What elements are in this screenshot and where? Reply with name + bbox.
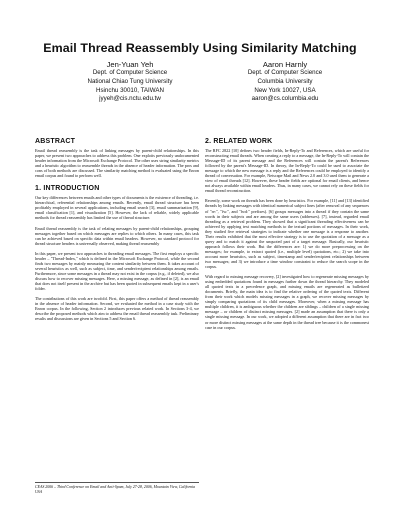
related-work-heading: 2. RELATED WORK xyxy=(205,138,273,145)
paper-title: Email Thread Reassembly Using Similarity Matching xyxy=(43,41,357,55)
left-column xyxy=(35,137,199,326)
conference-footnote: CEAS 2006 – Third Conference on Email and Anti-Spam, July 27-28, 2006, Mountain View, California USA xyxy=(35,482,199,495)
author-block-2 xyxy=(200,60,370,104)
intro-paragraph-3: In this paper, we present two approaches to threading email messages. The first employs a specific header – "Thread-Index," which is defined in the Microsoft Exchange Protocol, while the second finds two messages by mainly measuring the content similarity between them. It takes account of several heuristics as well, such as subject, time, and sender/recipient relationships among emails. Furthermore, since some messages in a thread may not exist in the corpus (e.g., if deleted), we also discuss how to recover missing messages. Here, a missing message, as defined in [2], is an email that does not itself present in the archive but has been quoted in subsequent emails kept in a user's folder. xyxy=(35,250,199,292)
intro-paragraph-1: Our key differences between emails and other types of documents is the existence of threading, i.e. hierarchical, referential relationships among emails. Recently, email thread structure has been profitably employed in several applications, including email search [3], email summarization [9], email classification [1], and visualization [5]. However, the lack of reliable, widely applicable methods for thread reassembly has limited the use of thread structure. xyxy=(35,195,199,221)
author-city: Hsinchu 30010, TAIWAN xyxy=(96,86,164,94)
related-paragraph-2: Recently, some work on threads has been done by heuristics. For example, [11] and [13] identified threads by linking messages with identical numerical subject lines (after removal of any sequences of "re:", "fw:", and "fwd:" prefixes). [6] groups messages into a thread if they contain the same words in their subjects and are among the same users (addresses). [7], instead, regarded email threading as a retrieval problem. They showed that a significant threading effectiveness can be achieved by applying text matching methods to the textual portions of messages. In their work, they studied five retrieval strategies to indicate whether one message is a response to another. Their results exhibited that the most effective strategy is to use the quotation of a message as a query and to match it against the unquoted part of a target message. Basically, our heuristic approach follows their work. But the differences are: 1) we do more preprocessing on the messages; for example, to extract quoted (i.e., multiple level) quotations, etc.; 2) we take into account more heuristics, such as subject, timestamp and sender/recipient relationships between two messages; and 3) we introduce a time window constraint to reduce the search scope in the corpus. xyxy=(205,198,369,270)
abstract-heading: ABSTRACT xyxy=(35,138,76,145)
abstract-paragraph: Email thread reassembly is the task of linking messages by parent-child relationships. In this paper, we present two approaches to address this problem. One exploits previously undocumented header information from the Microsoft Exchange Protocol. The other uses string similarity metrics and a heuristic algorithm to reassemble threads in the absence of header information. The pros and cons of both methods are discussed. The similarity matching method is evaluated using the Enron email corpus and found to perform well. xyxy=(35,148,199,179)
intro-paragraph-4: The contributions of this work are twofold. First, this paper offers a method of thread reassembly in the absence of header information. Second, we evaluated the method in a case study with the Enron corpus. In the following, Section 2 introduces previous related work. In Sections 3-4, we describe the proposed methods which aim to address the email thread reassembly task. Preliminary results and discussions are given in Sections 5 and Section 6. xyxy=(35,296,199,322)
author-name: Jen-Yuan Yeh xyxy=(106,60,154,69)
related-paragraph-3: With regard to missing message recovery, [2] investigated how to regenerate missing messages by using embedded quotations found in messages further down the thread hierarchy. They modeled all quoted texts in a precedence graph, and missing emails are regenerated as bulletized documents. Briefly, the main idea is to find the relative ordering of the quoted texts. Different from their work which models missing messages in a graph, we recover missing messages by simply comparing quotations of its child messages. Moreover, when a missing message has multiple children, it is ambiguous whether the children are siblings – children of a single missing message – or children of distinct missing messages. [2] made an assumption that there is only a single missing message. In our work, we adopted a different assumption that there are in fact two or more distinct missing messages at the same depth in the thread tree because it is the commonest case in our corpus. xyxy=(205,274,369,330)
author-city: New York 10027, USA xyxy=(254,86,316,94)
author-dept: Dept. of Computer Science xyxy=(247,69,323,77)
author-dept: Dept. of Computer Science xyxy=(92,69,168,77)
author-name: Aaron Harnly xyxy=(262,60,308,69)
author-email: jyyeh@cis.nctu.edu.tw xyxy=(99,95,161,103)
introduction-heading: 1. INTRODUCTION xyxy=(35,185,100,193)
author-block-1 xyxy=(45,60,215,104)
author-org: Columbia University xyxy=(257,78,313,85)
related-paragraph-1: The RFC 2822 [10] defines two header fields, In-Reply-To and References, which are useful for reconstructing email threads. When creating a reply to a message, the In-Reply-To will contain the Message-ID of its parent message and the References will contain the parent's References followed by the parent's Message-ID. In theory, the In-Reply-To could be used to associate the message to which the new message is a reply and the References could be employed to identify a thread of conversation. For example, Netscape Mail and News 2.0 and 3.0 used them to generate a view of email threads [12]. However, these header fields are optional for email clients, and hence not always available within email headers. Thus, in many cases, we cannot rely on these fields for email thread reconstruction. xyxy=(205,148,369,194)
intro-paragraph-2: Email thread reassembly is the task of relating messages by parent-child relationships, grouping messages together based on which messages are replies to which others. In many cases, this task can be achieved based on specific data within email headers. However, no standard protocol for thread structure headers is universally observed, making thread reassembly xyxy=(35,225,199,246)
author-org: National Chiao Tung University xyxy=(87,78,173,85)
right-column xyxy=(205,137,369,335)
author-email: aaron@cs.columbia.edu xyxy=(251,95,319,103)
